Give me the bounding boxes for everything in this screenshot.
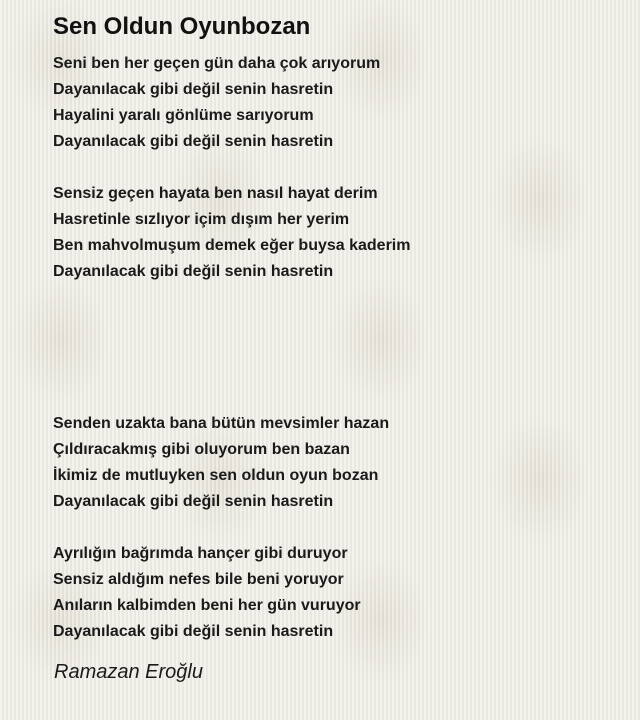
poem-line: Senden uzakta bana bütün mevsimler hazan bbox=[53, 415, 390, 432]
poem-line: Hayalini yaralı gönlüme sarıyorum bbox=[53, 107, 314, 124]
stanza-2 bbox=[53, 181, 410, 285]
poem-line: Dayanılacak gibi değil senin hasretin bbox=[53, 623, 334, 640]
poem-line: Ben mahvolmuşum demek eğer buysa kaderim bbox=[53, 237, 411, 254]
poem-line: Dayanılacak gibi değil senin hasretin bbox=[53, 493, 334, 510]
stanza-4 bbox=[53, 541, 361, 645]
poem-line: Sensiz geçen hayata ben nasıl hayat derim bbox=[53, 185, 378, 202]
poem-line: Ayrılığın bağrımda hançer gibi duruyor bbox=[53, 545, 348, 562]
poem-line: Dayanılacak gibi değil senin hasretin bbox=[53, 133, 334, 150]
poem-title: Sen Oldun Oyunbozan bbox=[53, 13, 311, 40]
poem-line: İkimiz de mutluyken sen oldun oyun bozan bbox=[53, 467, 379, 484]
poem-line: Hasretinle sızlıyor içim dışım her yerim bbox=[53, 211, 350, 228]
poem-author: Ramazan Eroğlu bbox=[54, 661, 203, 683]
poem-line: Anıların kalbimden beni her gün vuruyor bbox=[53, 597, 361, 614]
poem-line: Çıldıracakmış gibi oluyorum ben bazan bbox=[53, 441, 350, 458]
poem-line: Dayanılacak gibi değil senin hasretin bbox=[53, 81, 334, 98]
poem-line: Dayanılacak gibi değil senin hasretin bbox=[53, 263, 334, 280]
stanza-1 bbox=[53, 51, 380, 155]
stanza-3 bbox=[53, 411, 389, 515]
poem-line: Sensiz aldığım nefes bile beni yoruyor bbox=[53, 571, 344, 588]
poem-line: Seni ben her geçen gün daha çok arıyorum bbox=[53, 55, 381, 72]
